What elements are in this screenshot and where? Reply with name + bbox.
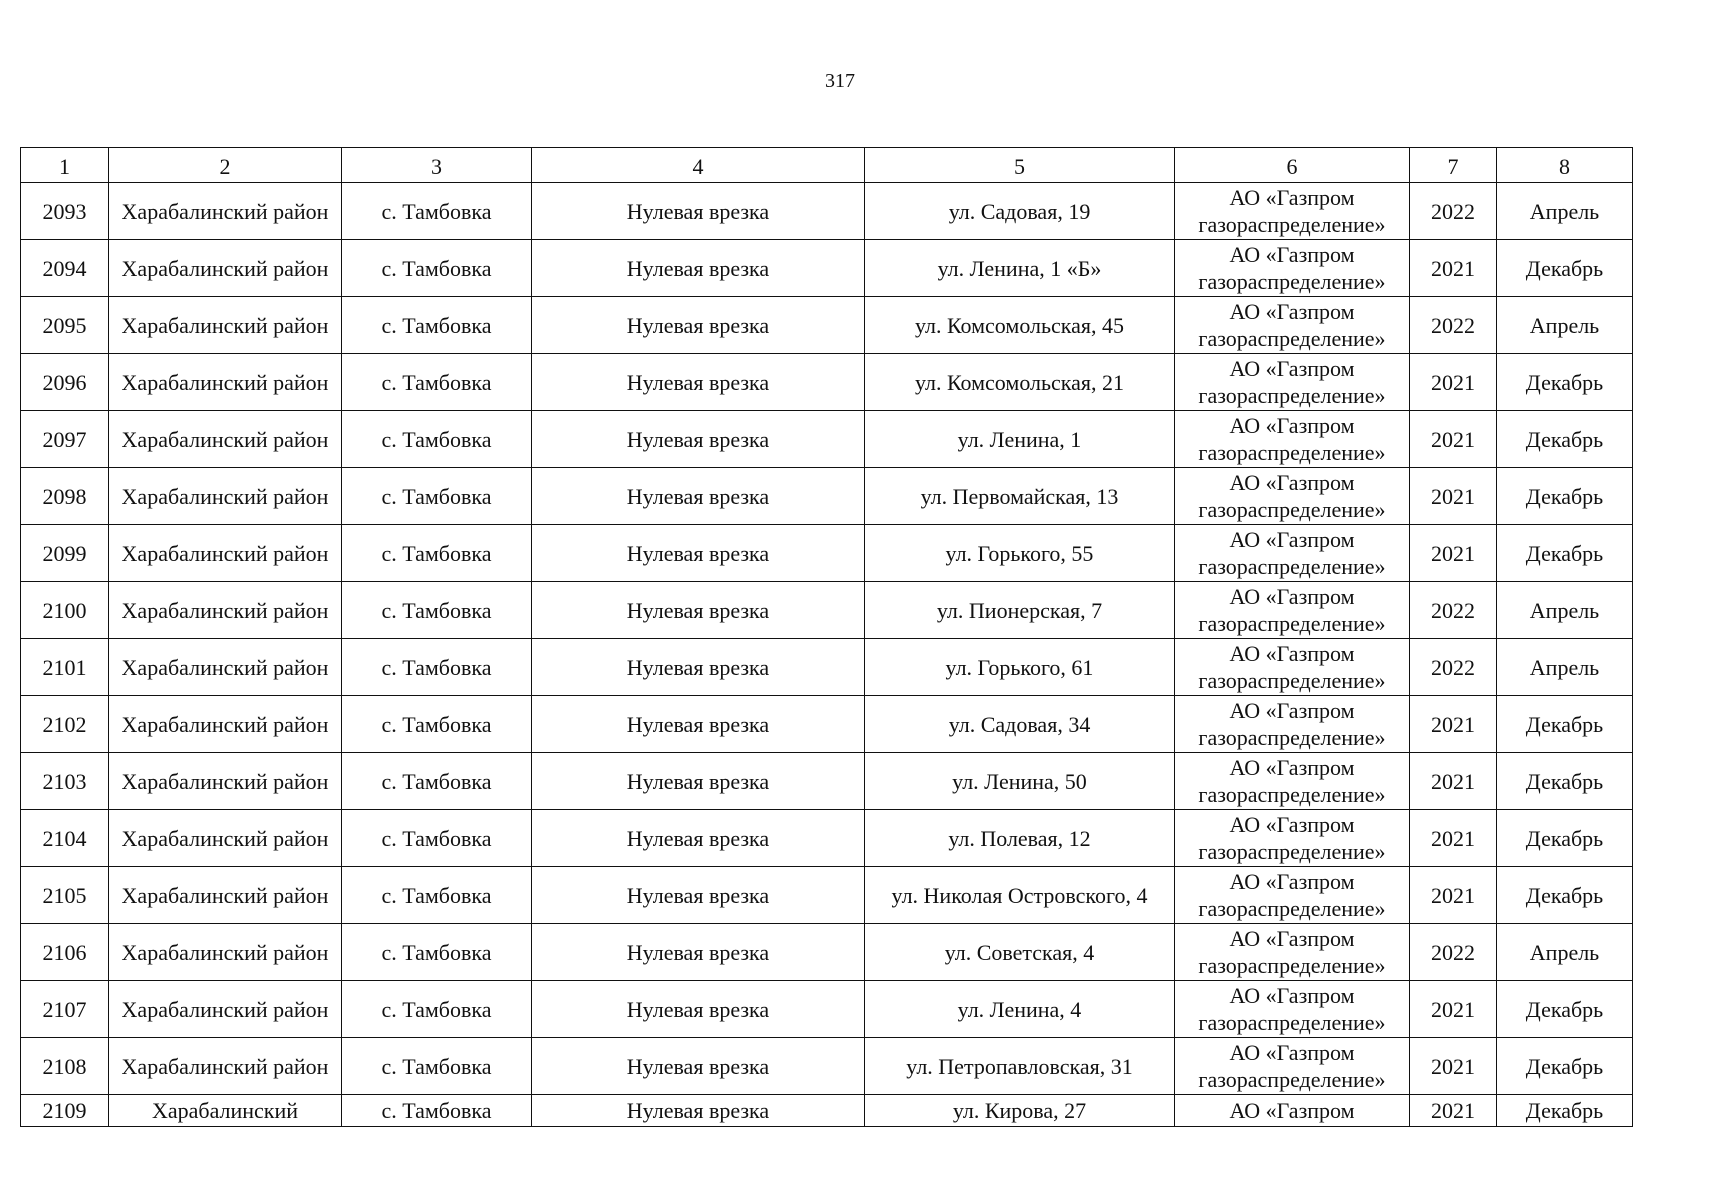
work-type-cell: Нулевая врезка [532,924,865,981]
district-cell: Харабалинский [109,1095,342,1127]
work-type-cell: Нулевая врезка [532,354,865,411]
organization-cell: АО «Газпром газораспределение» [1175,468,1410,525]
work-type-cell: Нулевая врезка [532,240,865,297]
organization-cell: АО «Газпром газораспределение» [1175,810,1410,867]
year-cell: 2021 [1410,1038,1497,1095]
row-number-cell: 2100 [21,582,109,639]
address-cell: ул. Ленина, 4 [865,981,1175,1038]
organization-cell: АО «Газпром газораспределение» [1175,639,1410,696]
district-cell: Харабалинский район [109,924,342,981]
address-cell: ул. Садовая, 34 [865,696,1175,753]
address-cell: ул. Советская, 4 [865,924,1175,981]
year-cell: 2021 [1410,981,1497,1038]
district-cell: Харабалинский район [109,297,342,354]
row-number-cell: 2095 [21,297,109,354]
year-cell: 2022 [1410,582,1497,639]
work-type-cell: Нулевая врезка [532,753,865,810]
table-row [21,183,1633,240]
district-cell: Харабалинский район [109,354,342,411]
settlement-cell: с. Тамбовка [342,753,532,810]
district-cell: Харабалинский район [109,468,342,525]
month-cell: Апрель [1497,582,1633,639]
address-cell: ул. Горького, 61 [865,639,1175,696]
address-cell: ул. Горького, 55 [865,525,1175,582]
organization-cell: АО «Газпром газораспределение» [1175,696,1410,753]
column-header: 8 [1497,148,1633,183]
month-cell: Декабрь [1497,753,1633,810]
address-cell: ул. Ленина, 1 [865,411,1175,468]
organization-cell: АО «Газпром газораспределение» [1175,525,1410,582]
district-cell: Харабалинский район [109,981,342,1038]
month-cell: Декабрь [1497,1095,1633,1127]
month-cell: Декабрь [1497,810,1633,867]
district-cell: Харабалинский район [109,696,342,753]
month-cell: Декабрь [1497,411,1633,468]
row-number-cell: 2102 [21,696,109,753]
address-cell: ул. Садовая, 19 [865,183,1175,240]
row-number-cell: 2096 [21,354,109,411]
page-number: 317 [825,70,855,92]
district-cell: Харабалинский район [109,240,342,297]
month-cell: Декабрь [1497,354,1633,411]
address-cell: ул. Пионерская, 7 [865,582,1175,639]
table-row [21,867,1633,924]
organization-cell: АО «Газпром газораспределение» [1175,867,1410,924]
column-header: 5 [865,148,1175,183]
work-type-cell: Нулевая врезка [532,297,865,354]
organization-cell: АО «Газпром газораспределение» [1175,183,1410,240]
row-number-cell: 2106 [21,924,109,981]
year-cell: 2022 [1410,183,1497,240]
month-cell: Декабрь [1497,468,1633,525]
district-cell: Харабалинский район [109,639,342,696]
organization-cell: АО «Газпром газораспределение» [1175,1038,1410,1095]
address-cell: ул. Петропавловская, 31 [865,1038,1175,1095]
organization-cell: АО «Газпром [1175,1095,1410,1127]
settlement-cell: с. Тамбовка [342,183,532,240]
row-number-cell: 2105 [21,867,109,924]
month-cell: Апрель [1497,183,1633,240]
organization-cell: АО «Газпром газораспределение» [1175,924,1410,981]
work-type-cell: Нулевая врезка [532,639,865,696]
district-cell: Харабалинский район [109,525,342,582]
table-row [21,639,1633,696]
settlement-cell: с. Тамбовка [342,354,532,411]
table-row [21,240,1633,297]
month-cell: Декабрь [1497,240,1633,297]
work-type-cell: Нулевая врезка [532,525,865,582]
row-number-cell: 2107 [21,981,109,1038]
table-row [21,1038,1633,1095]
table-row [21,810,1633,867]
address-cell: ул. Полевая, 12 [865,810,1175,867]
year-cell: 2022 [1410,924,1497,981]
work-type-cell: Нулевая врезка [532,582,865,639]
month-cell: Декабрь [1497,696,1633,753]
district-cell: Харабалинский район [109,753,342,810]
address-cell: ул. Ленина, 1 «Б» [865,240,1175,297]
year-cell: 2021 [1410,810,1497,867]
year-cell: 2021 [1410,525,1497,582]
work-type-cell: Нулевая врезка [532,411,865,468]
settlement-cell: с. Тамбовка [342,867,532,924]
column-header: 6 [1175,148,1410,183]
row-number-cell: 2109 [21,1095,109,1127]
month-cell: Декабрь [1497,1038,1633,1095]
table-row [21,411,1633,468]
settlement-cell: с. Тамбовка [342,639,532,696]
organization-cell: АО «Газпром газораспределение» [1175,753,1410,810]
district-cell: Харабалинский район [109,183,342,240]
work-type-cell: Нулевая врезка [532,1038,865,1095]
settlement-cell: с. Тамбовка [342,582,532,639]
settlement-cell: с. Тамбовка [342,468,532,525]
table-row [21,354,1633,411]
column-header: 2 [109,148,342,183]
year-cell: 2022 [1410,297,1497,354]
settlement-cell: с. Тамбовка [342,525,532,582]
district-cell: Харабалинский район [109,810,342,867]
settlement-cell: с. Тамбовка [342,810,532,867]
year-cell: 2021 [1410,354,1497,411]
settlement-cell: с. Тамбовка [342,240,532,297]
address-cell: ул. Комсомольская, 45 [865,297,1175,354]
settlement-cell: с. Тамбовка [342,696,532,753]
address-cell: ул. Первомайская, 13 [865,468,1175,525]
row-number-cell: 2104 [21,810,109,867]
month-cell: Декабрь [1497,981,1633,1038]
year-cell: 2021 [1410,240,1497,297]
district-cell: Харабалинский район [109,582,342,639]
month-cell: Апрель [1497,924,1633,981]
row-number-cell: 2097 [21,411,109,468]
organization-cell: АО «Газпром газораспределение» [1175,582,1410,639]
table-row [21,468,1633,525]
year-cell: 2021 [1410,468,1497,525]
table-row [21,753,1633,810]
settlement-cell: с. Тамбовка [342,411,532,468]
work-type-cell: Нулевая врезка [532,810,865,867]
table-row [21,981,1633,1038]
month-cell: Апрель [1497,297,1633,354]
organization-cell: АО «Газпром газораспределение» [1175,411,1410,468]
month-cell: Декабрь [1497,525,1633,582]
year-cell: 2021 [1410,867,1497,924]
district-cell: Харабалинский район [109,411,342,468]
settlement-cell: с. Тамбовка [342,981,532,1038]
column-header: 3 [342,148,532,183]
year-cell: 2021 [1410,411,1497,468]
column-header: 1 [21,148,109,183]
work-type-cell: Нулевая врезка [532,183,865,240]
month-cell: Апрель [1497,639,1633,696]
month-cell: Декабрь [1497,867,1633,924]
settlement-cell: с. Тамбовка [342,1095,532,1127]
column-header: 7 [1410,148,1497,183]
settlement-cell: с. Тамбовка [342,1038,532,1095]
gasification-table [20,147,1633,1127]
table-row [21,696,1633,753]
address-cell: ул. Николая Островского, 4 [865,867,1175,924]
table-row [21,1095,1633,1127]
organization-cell: АО «Газпром газораспределение» [1175,297,1410,354]
row-number-cell: 2093 [21,183,109,240]
table-row [21,525,1633,582]
column-header: 4 [532,148,865,183]
header-row [21,148,1633,183]
row-number-cell: 2108 [21,1038,109,1095]
work-type-cell: Нулевая врезка [532,696,865,753]
organization-cell: АО «Газпром газораспределение» [1175,354,1410,411]
table-row [21,924,1633,981]
organization-cell: АО «Газпром газораспределение» [1175,981,1410,1038]
row-number-cell: 2094 [21,240,109,297]
address-cell: ул. Комсомольская, 21 [865,354,1175,411]
row-number-cell: 2103 [21,753,109,810]
work-type-cell: Нулевая врезка [532,981,865,1038]
row-number-cell: 2101 [21,639,109,696]
table-row [21,582,1633,639]
settlement-cell: с. Тамбовка [342,924,532,981]
year-cell: 2021 [1410,753,1497,810]
work-type-cell: Нулевая врезка [532,1095,865,1127]
year-cell: 2021 [1410,696,1497,753]
row-number-cell: 2098 [21,468,109,525]
address-cell: ул. Ленина, 50 [865,753,1175,810]
district-cell: Харабалинский район [109,1038,342,1095]
work-type-cell: Нулевая врезка [532,867,865,924]
year-cell: 2021 [1410,1095,1497,1127]
year-cell: 2022 [1410,639,1497,696]
table-row [21,297,1633,354]
address-cell: ул. Кирова, 27 [865,1095,1175,1127]
district-cell: Харабалинский район [109,867,342,924]
work-type-cell: Нулевая врезка [532,468,865,525]
organization-cell: АО «Газпром газораспределение» [1175,240,1410,297]
settlement-cell: с. Тамбовка [342,297,532,354]
row-number-cell: 2099 [21,525,109,582]
